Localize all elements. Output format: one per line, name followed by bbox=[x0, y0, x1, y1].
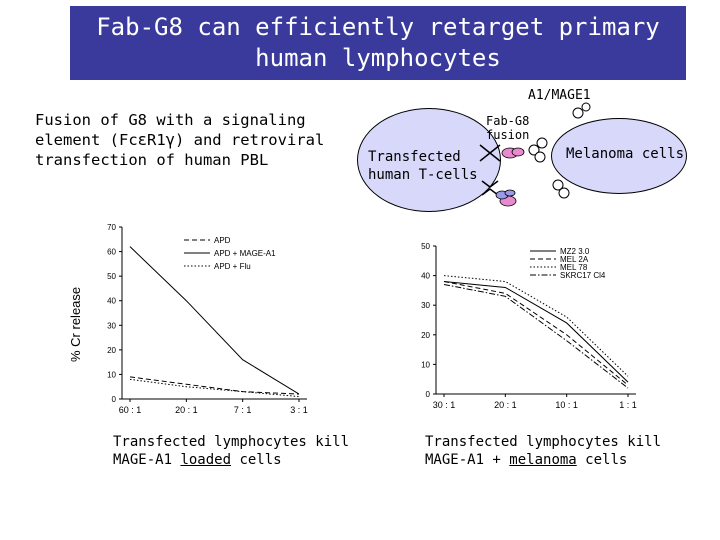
y-tick-label: 30 bbox=[421, 301, 430, 311]
x-tick-label: 20 : 1 bbox=[175, 405, 198, 415]
caption-left-text-end: cells bbox=[231, 452, 282, 468]
x-tick-label: 20 : 1 bbox=[494, 400, 517, 410]
x-tick-label: 3 : 1 bbox=[290, 405, 308, 415]
mhc-icon bbox=[559, 188, 569, 198]
mhc-icon bbox=[537, 138, 547, 148]
legend-label: MEL 2A bbox=[560, 255, 589, 264]
caption-right-text-end: cells bbox=[576, 452, 628, 468]
y-tick-label: 50 bbox=[107, 272, 116, 282]
x-tick-label: 7 : 1 bbox=[233, 405, 252, 415]
caption-left-line-1: Transfected lymphocytes kill bbox=[113, 434, 350, 450]
legend-label: MZ2 3.0 bbox=[560, 247, 590, 256]
x-tick-label: 60 : 1 bbox=[118, 405, 142, 415]
caption-left-underlined: loaded bbox=[180, 452, 232, 468]
fusion-line-3: transfection of human PBL bbox=[35, 151, 269, 169]
y-tick-label: 40 bbox=[107, 296, 116, 306]
y-tick-label: 50 bbox=[421, 242, 430, 251]
caption-left-text: MAGE-A1 bbox=[113, 452, 181, 468]
x-tick-label: 1 : 1 bbox=[619, 400, 637, 410]
series-line-mel-78 bbox=[444, 276, 628, 377]
legend-label: SKRC17 Cl4 bbox=[560, 271, 606, 280]
series-line-apd bbox=[130, 377, 299, 394]
y-tick-label: 10 bbox=[107, 370, 116, 380]
melanoma-label: Melanoma cells bbox=[566, 146, 685, 162]
mhc-icon bbox=[582, 103, 590, 111]
fab-label-line-1: Fab-G8 bbox=[486, 114, 530, 128]
caption-right-line-1: Transfected lymphocytes kill bbox=[425, 434, 662, 450]
fab-label-line-2: fusion bbox=[486, 128, 530, 142]
x-tick-label: 10 : 1 bbox=[555, 400, 578, 410]
series-line-skrc17-cl4 bbox=[444, 284, 628, 388]
caption-right bbox=[425, 433, 715, 469]
caption-right-line-2 bbox=[425, 451, 715, 469]
legend-label: APD + Flu bbox=[214, 262, 251, 271]
series-line-apd-flu bbox=[130, 379, 299, 396]
fusion-description bbox=[35, 110, 355, 170]
legend-label: MEL 78 bbox=[560, 263, 588, 272]
chart-right bbox=[412, 232, 652, 422]
caption-left bbox=[113, 433, 373, 469]
y-tick-label: 40 bbox=[421, 271, 430, 281]
a1-mage1-label: A1/MAGE1 bbox=[528, 88, 591, 103]
fusion-line-2: element (FcεR1γ) and retroviral bbox=[35, 131, 325, 149]
legend-label: APD bbox=[214, 236, 231, 245]
y-tick-label: 70 bbox=[107, 223, 116, 232]
receptor-glyphs bbox=[460, 95, 610, 215]
title-line-2: human lymphocytes bbox=[255, 44, 501, 72]
legend-label: APD + MAGE-A1 bbox=[214, 249, 276, 258]
y-tick-label: 20 bbox=[107, 345, 116, 355]
series-line-mel-2a bbox=[444, 282, 628, 386]
title-banner bbox=[70, 6, 686, 80]
chart-left bbox=[100, 215, 315, 415]
fusion-domain-icon bbox=[512, 148, 524, 156]
signaling-domain-icon bbox=[505, 190, 515, 196]
antibody-icon bbox=[482, 181, 498, 195]
x-tick-label: 30 : 1 bbox=[432, 400, 456, 410]
y-tick-label: 0 bbox=[111, 395, 116, 404]
antibody-icon bbox=[480, 145, 500, 161]
title-line-1: Fab-G8 can efficiently retarget primary bbox=[96, 13, 660, 41]
t-cell-label-line-1: Transfected bbox=[368, 149, 461, 165]
y-axis-label: % Cr release bbox=[68, 286, 83, 362]
mhc-icon bbox=[535, 152, 545, 162]
caption-right-text: MAGE-A1 + bbox=[425, 452, 510, 468]
mhc-icon bbox=[573, 108, 583, 118]
y-tick-label: 30 bbox=[107, 321, 116, 331]
y-tick-label: 0 bbox=[425, 390, 430, 399]
caption-right-underlined: melanoma bbox=[509, 452, 577, 468]
y-tick-label: 10 bbox=[421, 360, 430, 370]
y-tick-label: 20 bbox=[421, 330, 430, 340]
caption-left-line-2 bbox=[113, 451, 373, 469]
fusion-line-1: Fusion of G8 with a signaling bbox=[35, 111, 306, 129]
t-cell-label-line-2: human T-cells bbox=[368, 167, 478, 183]
y-tick-label: 60 bbox=[107, 247, 116, 257]
